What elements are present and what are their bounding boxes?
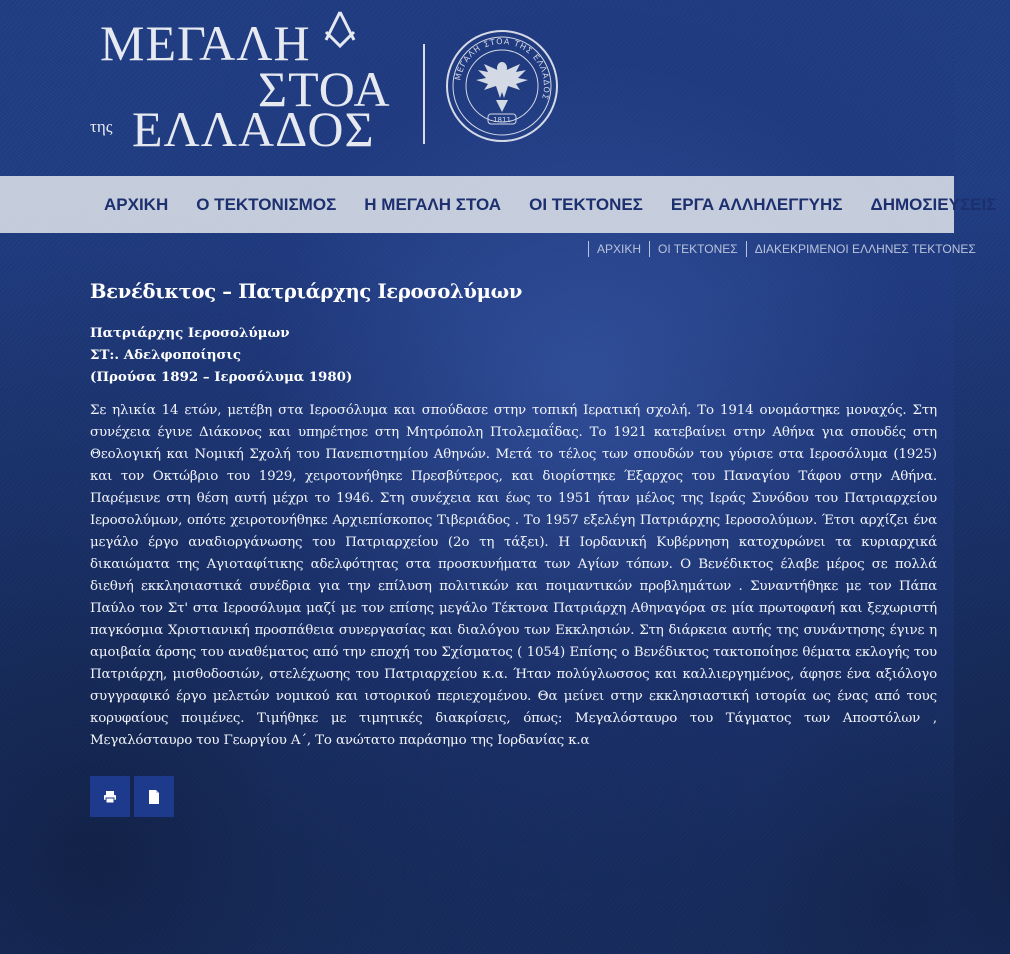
- article: [90, 278, 937, 765]
- nav-item-home[interactable]: ΑΡΧΙΚΗ: [104, 194, 169, 214]
- site-header: [0, 0, 954, 176]
- page-title: Βενέδικτος – Πατριάρχης Ιεροσολύμων: [90, 280, 523, 303]
- nav-item-grand-lodge[interactable]: Η ΜΕΓΑΛΗ ΣΤΟΑ: [364, 194, 502, 214]
- phoenix-icon: [476, 62, 528, 112]
- site-logo[interactable]: [88, 10, 398, 157]
- breadcrumb-distinguished[interactable]: ΔΙΑΚΕΚΡΙΜΕΝΟΙ ΕΛΛΗΝΕΣ ΤΕΚΤΟΝΕΣ: [746, 241, 984, 257]
- square-and-compass-icon: [320, 10, 360, 50]
- article-actions: [90, 776, 174, 817]
- document-icon: [148, 790, 160, 804]
- meta-role: Πατριάρχης Ιεροσολύμων: [90, 325, 290, 341]
- nav-item-publications[interactable]: ΔΗΜΟΣΙΕΥΣΕΙΣ: [870, 194, 997, 214]
- seal-year: 1811: [493, 116, 511, 124]
- meta-dates: (Προύσα 1892 – Ιεροσόλυμα 1980): [90, 369, 353, 385]
- grand-lodge-seal: [444, 28, 560, 144]
- meta-lodge: ΣΤ:. Αδελφοποίησις: [90, 347, 242, 363]
- nav-item-masons[interactable]: ΟΙ ΤΕΚΤΟΝΕΣ: [529, 194, 643, 214]
- seal-ring-text: ΜΕΓΑΛΗ ΣΤΟΑ ΤΗΣ ΕΛΛΑΔΟΣ: [453, 36, 552, 102]
- print-icon: [103, 790, 117, 804]
- breadcrumb-masons[interactable]: ΟΙ ΤΕΚΤΟΝΕΣ: [649, 241, 746, 257]
- nav-item-freemasonry[interactable]: Ο ΤΕΚΤΟΝΙΣΜΟΣ: [196, 194, 337, 214]
- nav-item-charity[interactable]: ΕΡΓΑ ΑΛΛΗΛΕΓΓΥΗΣ: [670, 194, 843, 214]
- pdf-button[interactable]: [134, 776, 174, 817]
- header-divider: [423, 44, 425, 144]
- logo-line-tis: της: [90, 117, 113, 136]
- breadcrumb: [588, 240, 984, 258]
- article-body: Σε ηλικία 14 ετών, μετέβη στα Ιεροσόλυμα και σπούδασε στην τοπική Ιερατική σχολή. Το 1914 ονομάστηκε μοναχός. Στη συνέχεια έγινε Διάκονος και υπηρέτησε στη Μητρόπολη Πτολεμαΐδας. Το 1921 κατεβαίνει στην Αθήνα για σπουδές στη Θεολογική και Νομική Σχολή του Πανεπιστημίου Αθηνών. Μετά το τέλος των σπουδών του γύρισε στα Ιεροσόλυμα (1925) και τον Οκτώβριο του 1929, χειροτονήθηκε Πρεσβύτερος, και διορίστηκε Έξαρχος του Παναγίου Τάφου στην Αθήνα. Παρέμεινε στη θέση αυτή μέχρι το 1946. Στη συνέχεια και έως το 1951 ήταν μέλος της Ιεράς Συνόδου του Πατριαρχείου Ιεροσολύμων, οπότε χειροτονήθηκε Αρχιεπίσκοπος Τιβεριάδος . Το 1957 εξελέγη Πατριάρχης Ιεροσολύμων. Έτσι αρχίζει ένα μεγάλο έργο αναδιοργάνωσης του Πατριαρχείου (2ο τη τάξει). Η Ιορδανική Κυβέρνηση κατοχυρώνει τα κυριαρχικά δικαιώματα της Αγιοταφίτικης αδελφότητας στα προσκυνήματα των Αγίων τόπων. Ο Βενέδικτος έλαβε μέρος σε πολλά διεθνή εκκλησιαστικά συνέδρια για την επίλυση πολιτικών και ποιμαντικών προβλημάτων . Συναντήθηκε με τον Πάπα Παύλο τον Στ' στα Ιεροσόλυμα μαζί με τον επίσης μεγάλο Τέκτονα Πατριάρχη Αθηναγόρα σε μία πρωτοφανή και ξεχωριστή παγκόσμια Χριστιανική προσπάθεια συνεργασίας και διαλόγου των Εκκλησιών. Στη διάρκεια αυτής της συνάντησης έγινε η αμοιβαία άρσης του αναθέματος από την εποχή του Σχίσματος ( 1054) Επίσης ο Βενέδικτος τακτοποίησε θέματα εκλογής του Πατριάρχη, μισθοδοσιών, στελέχωσης του Πατριαρχείου κ.α. Ήταν πολύγλωσσος και καλλιεργημένος, άφησε ένα αξιόλογο συγγραφικό έργο μελετών νομικού και ιστορικού περιεχομένου. Θα μείνει στην εκκλησιαστική ιστορία ως ένας από τους κορυφαίους ποιμένες. Τιμήθηκε με τιμητικές διακρίσεις, όπως: Μεγαλόσταυρο του Τάγματος των Αποστόλων , Μεγαλόσταυρο του Γεωργίου Α΄, Το ανώτατο παράσημο της Ιορδανίας κ.α: [90, 403, 937, 748]
- logo-line-stoa: ΣΤΟΑ: [258, 61, 391, 117]
- breadcrumb-home[interactable]: ΑΡΧΙΚΗ: [588, 241, 649, 257]
- logo-line-ellados: ΕΛΛΑΔΟΣ: [132, 101, 375, 157]
- logo-line-megali: ΜΕΓΑΛΗ: [100, 15, 311, 71]
- main-nav: [0, 176, 997, 233]
- print-button[interactable]: [90, 776, 130, 817]
- article-meta: [90, 322, 937, 388]
